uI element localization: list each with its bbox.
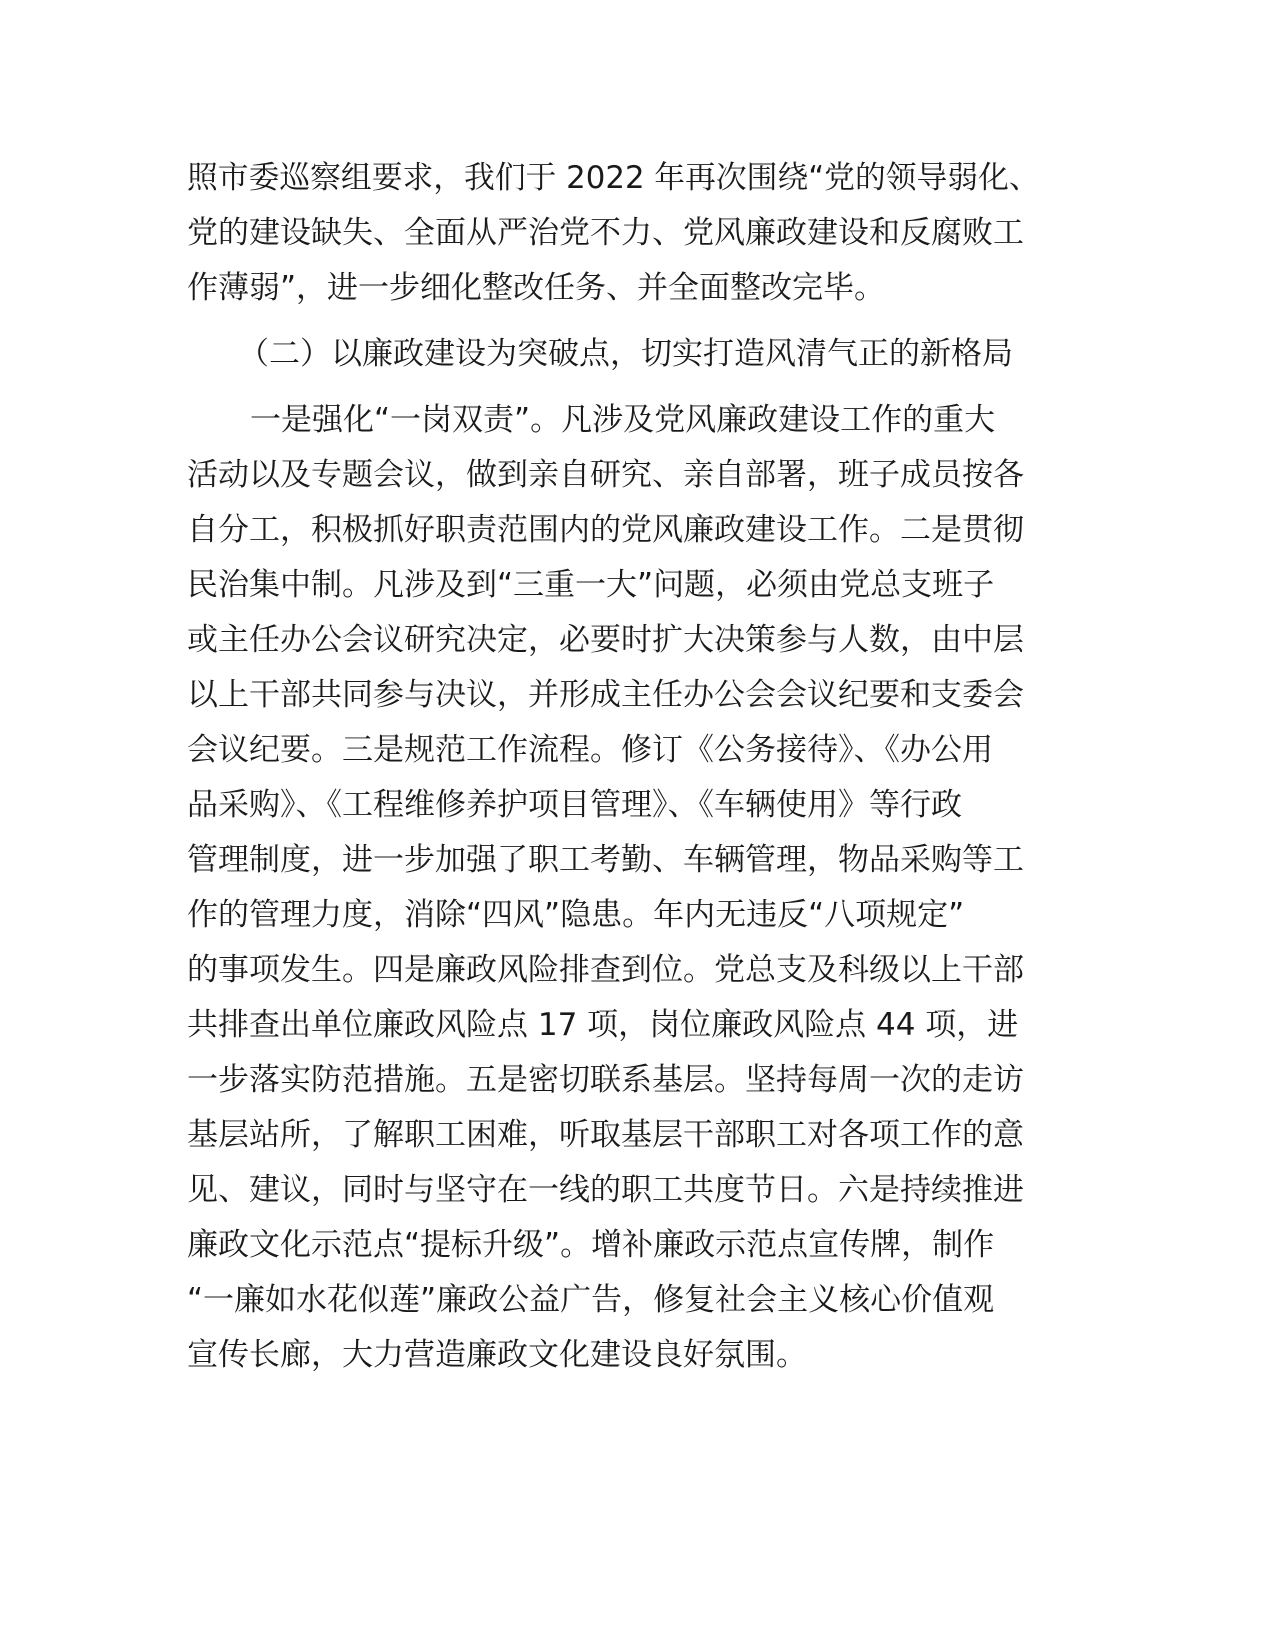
paragraph-line: 党的建设缺失、全面从严治党不力、党风廉政建设和反腐败工 [187, 215, 1024, 251]
paragraph-line: 品采购》、《工程维修养护项目管理》、《车辆使用》等行政 [187, 787, 962, 823]
paragraph-line: 照市委巡察组要求，我们于 2022 年再次围绕“党的领导弱化、 [187, 160, 1040, 196]
paragraph-line: 一是强化“一岗双责”。凡涉及党风廉政建设工作的重大 [250, 402, 996, 438]
paragraph-line: 会议纪要。三是规范工作流程。修订《公务接待》、《办公用 [187, 732, 993, 768]
paragraph-line: 以上干部共同参与决议，并形成主任办公会会议纪要和支委会 [187, 677, 1024, 713]
paragraph-line: 管理制度，进一步加强了职工考勤、车辆管理，物品采购等工 [187, 842, 1024, 878]
paragraph-line: 作的管理力度，消除“四风”隐患。年内无违反“八项规定” [187, 897, 965, 933]
paragraph-line: 基层站所，了解职工困难，听取基层干部职工对各项工作的意 [187, 1117, 1024, 1153]
paragraph-line: 或主任办公会议研究决定，必要时扩大决策参与人数，由中层 [187, 622, 1024, 658]
paragraph-line: 一步落实防范措施。五是密切联系基层。坚持每周一次的走访 [187, 1062, 1024, 1098]
paragraph-line: 自分工，积极抓好职责范围内的党风廉政建设工作。二是贯彻 [187, 512, 1024, 548]
paragraph-line: 共排查出单位廉政风险点 17 项，岗位廉政风险点 44 项，进 [187, 1007, 1019, 1043]
paragraph-line: “一廉如水花似莲”廉政公益广告，修复社会主义核心价值观 [187, 1282, 995, 1318]
paragraph-line: 廉政文化示范点“提标升级”。增补廉政示范点宣传牌，制作 [187, 1227, 995, 1263]
section-heading: （二）以廉政建设为突破点，切实打造风清气正的新格局 [238, 336, 1013, 372]
paragraph-line: 作薄弱”，进一步细化整改任务、并全面整改完毕。 [187, 270, 886, 306]
paragraph-line: 见、建议，同时与坚守在一线的职工共度节日。六是持续推进 [187, 1172, 1024, 1208]
paragraph-line: 的事项发生。四是廉政风险排查到位。党总支及科级以上干部 [187, 952, 1024, 988]
paragraph-line: 民治集中制。凡涉及到“三重一大”问题，必须由党总支班子 [187, 567, 995, 603]
paragraph-line: 宣传长廊，大力营造廉政文化建设良好氛围。 [187, 1337, 807, 1373]
paragraph-line: 活动以及专题会议，做到亲自研究、亲自部署，班子成员按各 [187, 457, 1024, 493]
